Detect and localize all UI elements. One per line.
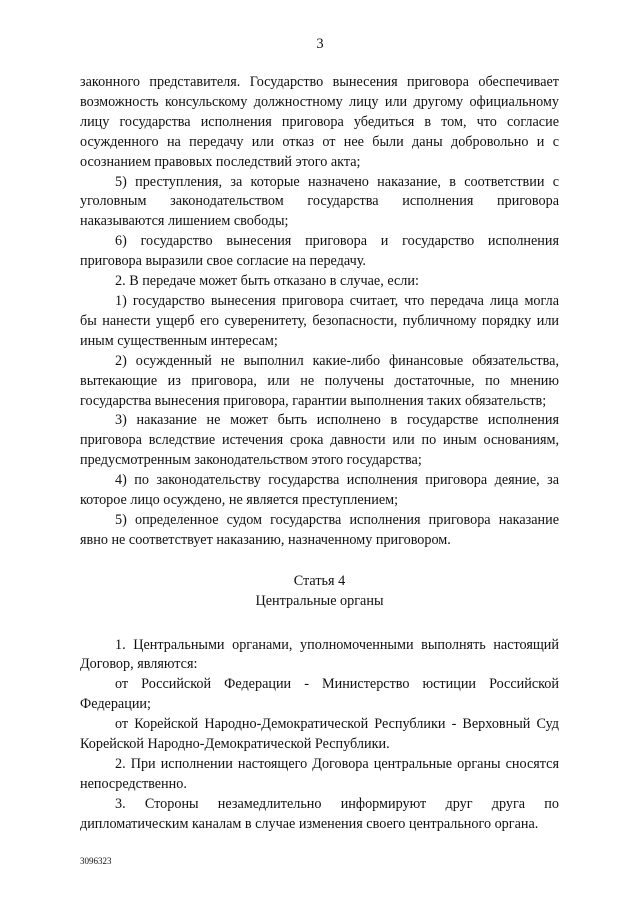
paragraph-refusal-1: 1) государство вынесения приговора считает, что передача лица могла бы нанести ущерб его суверенитету, безопасности, публичному порядку или иным существенным интересам; <box>80 292 559 349</box>
paragraph-central-russia: от Российской Федерации - Министерство юстиции Российской Федерации; <box>80 676 559 713</box>
paragraph-continuation: законного представителя. Государство вынесения приговора обеспечивает возможность консульскому должностному лицу или другому официальному лицу государства исполнения приговора убедиться в том, что согласие осужденного на передачу или отказ от нее были даны добровольно и с осознанием правовых последствий этого акта; <box>80 74 559 170</box>
article-number: Статья 4 <box>293 572 346 589</box>
paragraph-refusal-2: 2) осужденный не выполнил какие-либо финансовые обязательства, вытекающие из приговора, или не получены достаточные, по мнению государства вынесения приговора, гарантии выполнения таких обязательств; <box>80 352 559 409</box>
document-body <box>80 73 559 835</box>
page-number: 3 <box>316 36 324 52</box>
paragraph-central-1: 1. Центральными органами, уполномоченными выполнять настоящий Договор, являются: <box>80 636 559 673</box>
paragraph-refusal-3: 3) наказание не может быть исполнено в государстве исполнения приговора вследствие истечения срока давности или по иным основаниям, предусмотренным законодательством этого государства; <box>80 412 559 469</box>
paragraph-central-dprk: от Корейской Народно-Демократической Республики - Верховный Суд Корейской Народно-Демократической Республики. <box>80 716 559 753</box>
paragraph-item-6: 6) государство вынесения приговора и государство исполнения приговора выразили свое согласие на передачу. <box>80 233 559 270</box>
paragraph-item-5: 5) преступления, за которые назначено наказание, в соответствии с уголовным законодательством государства исполнения приговора наказываются лишением свободы; <box>80 173 559 230</box>
document-code: 3096323 <box>80 856 112 866</box>
paragraph-central-3: 3. Стороны незамедлительно информируют друг друга по дипломатическим каналам в случае изменения своего центрального органа. <box>80 795 559 832</box>
paragraph-refusal-5: 5) определенное судом государства исполнения приговора наказание явно не соответствует наказанию, назначенному приговором. <box>80 511 559 548</box>
paragraph-refusal-4: 4) по законодательству государства исполнения приговора деяние, за которое лицо осуждено, не является преступлением; <box>80 472 559 509</box>
article-title: Центральные органы <box>255 592 384 609</box>
paragraph-clause-2: 2. В передаче может быть отказано в случае, если: <box>115 273 419 290</box>
paragraph-central-2: 2. При исполнении настоящего Договора центральные органы сносятся непосредственно. <box>80 756 559 792</box>
